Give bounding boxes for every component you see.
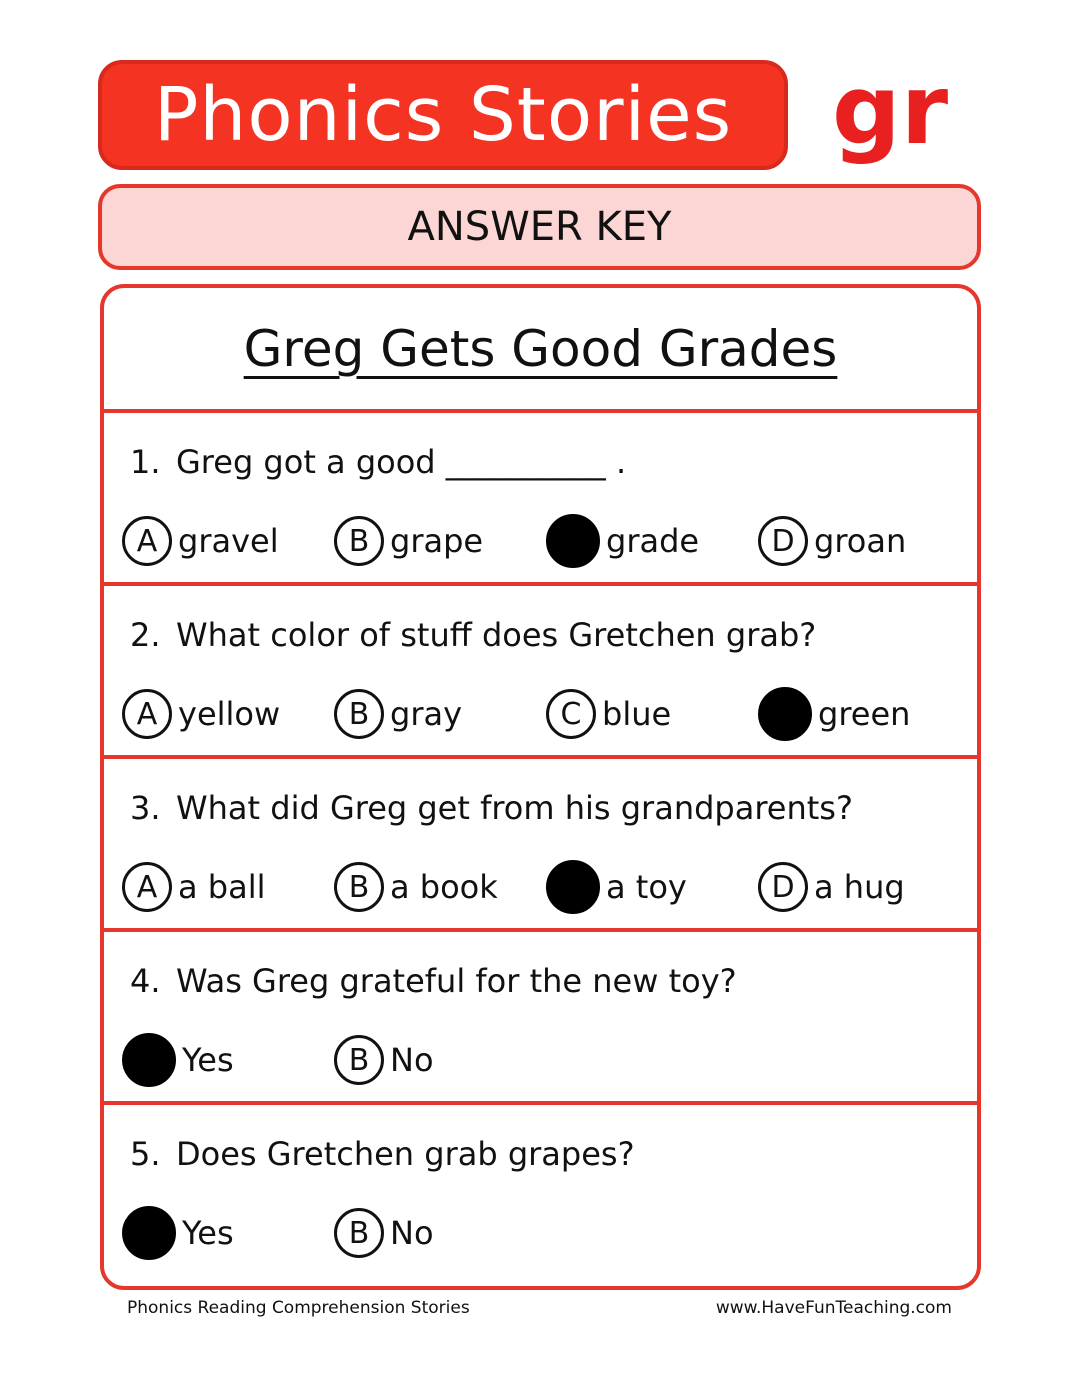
option-letter-bubble[interactable]: C [546,689,596,739]
option-label: yellow [178,695,281,733]
answer-option-d[interactable] [758,684,910,744]
filled-bubble-icon[interactable] [546,860,600,914]
question-number: 5. [130,1135,161,1173]
option-letter-bubble[interactable]: A [122,689,172,739]
filled-bubble-icon[interactable] [546,514,600,568]
question-text [130,443,626,481]
question-prompt: Greg got a good __________ . [176,443,627,481]
question-3 [104,759,977,932]
page-title: Phonics Stories [153,72,733,158]
answer-options [122,1203,977,1263]
question-2 [104,586,977,759]
answer-option-c[interactable] [546,684,671,744]
question-text [130,616,816,654]
option-label: Yes [182,1214,234,1252]
filled-bubble-icon[interactable] [122,1033,176,1087]
option-label: green [818,695,911,733]
answer-option-b[interactable] [334,857,498,917]
option-label: grade [606,522,700,560]
question-text [130,1135,635,1173]
option-label: a ball [178,868,266,906]
question-number: 3. [130,789,161,827]
option-label: grape [390,522,484,560]
question-number: 2. [130,616,161,654]
option-label: Yes [182,1041,234,1079]
answer-option-a[interactable] [122,1203,234,1263]
footer-series-name: Phonics Reading Comprehension Stories [127,1298,470,1318]
question-4 [104,932,977,1105]
option-label: gravel [178,522,279,560]
question-list [104,413,977,1278]
answer-option-a[interactable] [122,857,265,917]
answer-option-a[interactable] [122,1030,234,1090]
answer-option-d[interactable] [758,511,906,571]
question-prompt: What color of stuff does Gretchen grab? [176,616,817,654]
story-title-row [104,288,977,413]
option-letter-bubble[interactable]: D [758,516,808,566]
option-label: a toy [606,868,687,906]
story-title: Greg Gets Good Grades [243,319,838,378]
option-letter-bubble[interactable]: B [334,862,384,912]
question-prompt: Was Greg grateful for the new toy? [176,962,737,1000]
answer-option-b[interactable] [334,1203,434,1263]
answer-option-a[interactable] [122,684,280,744]
question-text [130,962,737,1000]
answer-option-a[interactable] [122,511,279,571]
answer-options [122,511,977,571]
option-letter-bubble[interactable]: B [334,689,384,739]
answer-option-d[interactable] [758,857,905,917]
answer-option-b[interactable] [334,511,483,571]
question-1 [104,413,977,586]
worksheet-card [100,284,981,1290]
filled-bubble-icon[interactable] [758,687,812,741]
filled-bubble-icon[interactable] [122,1206,176,1260]
answer-option-c[interactable] [546,511,699,571]
question-5 [104,1105,977,1278]
option-label: a book [390,868,498,906]
question-text [130,789,853,827]
answer-key-label: ANSWER KEY [407,204,672,250]
answer-option-c[interactable] [546,857,687,917]
answer-option-b[interactable] [334,1030,434,1090]
question-prompt: Does Gretchen grab grapes? [176,1135,635,1173]
answer-option-b[interactable] [334,684,462,744]
option-letter-bubble[interactable]: B [334,1208,384,1258]
option-label: gray [390,695,463,733]
option-letter-bubble[interactable]: B [334,516,384,566]
option-letter-bubble[interactable]: D [758,862,808,912]
option-letter-bubble[interactable]: B [334,1035,384,1085]
option-label: a hug [814,868,905,906]
question-prompt: What did Greg get from his grandparents? [176,789,853,827]
option-label: blue [602,695,672,733]
option-label: No [390,1041,434,1079]
option-label: groan [814,522,907,560]
option-letter-bubble[interactable]: A [122,862,172,912]
footer-website: www.HaveFunTeaching.com [715,1298,952,1318]
option-label: No [390,1214,434,1252]
option-letter-bubble[interactable]: A [122,516,172,566]
question-number: 1. [130,443,161,481]
answer-key-banner [98,184,981,270]
answer-options [122,1030,977,1090]
title-banner [98,60,788,170]
digraph-label: gr [831,54,949,166]
answer-options [122,857,977,917]
answer-options [122,684,977,744]
question-number: 4. [130,962,161,1000]
